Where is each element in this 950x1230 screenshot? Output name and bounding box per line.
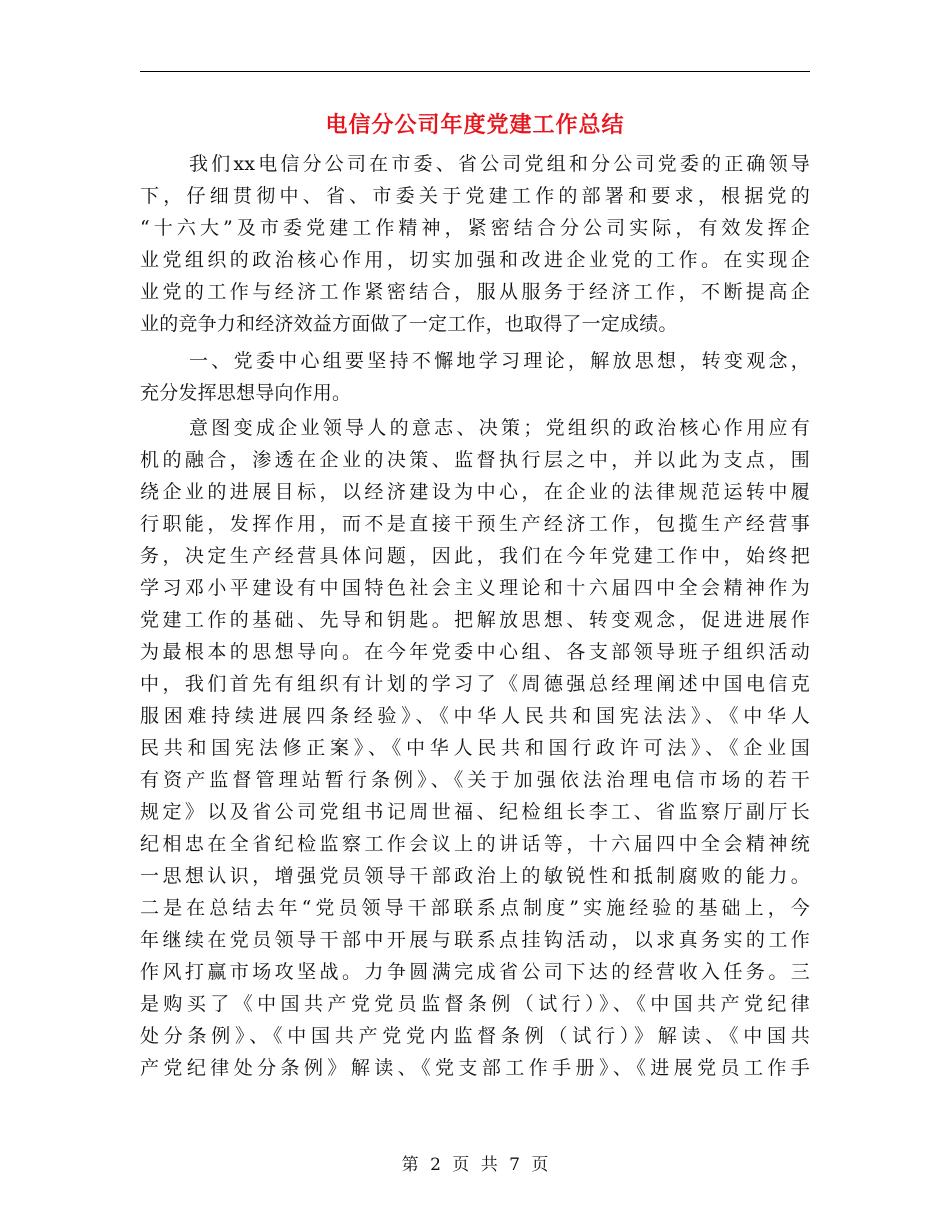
footer-suffix: 页 xyxy=(531,1155,549,1175)
body-line: 有资产监督管理站暂行条例》、《关于加强依法治理电信市场的若干 xyxy=(140,769,810,791)
section-heading-line: 充分发挥思想导向作用。 xyxy=(140,382,352,404)
total-page-count: 7 xyxy=(509,1155,520,1175)
footer-page-word: 页 xyxy=(452,1155,470,1175)
body-line: 中，我们首先有组织有计划的学习了《周德强总经理阐述中国电信克 xyxy=(140,673,810,695)
body-line: 年继续在党员领导干部中开展与联系点挂钩活动，以求真务实的工作 xyxy=(140,929,810,951)
document-title: 电信分公司年度党建工作总结 xyxy=(325,113,625,138)
body-line: 业党的工作与经济工作紧密结合，服从服务于经济工作，不断提高企 xyxy=(140,281,810,303)
body-line: “十六大”及市委党建工作精神，紧密结合分公司实际，有效发挥企 xyxy=(140,217,810,239)
body-line: 是购买了《中国共产党党员监督条例（试行）》、《中国共产党纪律 xyxy=(140,993,810,1015)
footer-total-word: 共 xyxy=(480,1155,498,1175)
body-line: 意图变成企业领导人的意志、决策；党组织的政治核心作用应有 xyxy=(189,417,810,439)
body-line: 服困难持续进展四条经验》、《中华人民共和国宪法法》、《中华人 xyxy=(140,705,810,727)
body-line: 纪相忠在全省纪检监察工作会议上的讲话等，十六届四中全会精神统 xyxy=(140,833,810,855)
body-line: 业的竞争力和经济效益方面做了一定工作，也取得了一定成绩。 xyxy=(140,313,678,335)
body-line: 学习邓小平建设有中国特色社会主义理论和十六届四中全会精神作为 xyxy=(140,577,810,599)
body-line: 民共和国宪法修正案》、《中华人民共和国行政许可法》、《企业国 xyxy=(140,737,810,759)
body-line: 二是在总结去年“党员领导干部联系点制度”实施经验的基础上，今 xyxy=(140,897,810,919)
body-line: 作风打赢市场攻坚战。力争圆满完成省公司下达的经营收入任务。三 xyxy=(140,961,810,983)
body-line: 我们xx电信分公司在市委、省公司党组和分公司党委的正确领导 xyxy=(189,153,810,175)
body-line: 为最根本的思想导向。在今年党委中心组、各支部领导班子组织活动 xyxy=(140,641,810,663)
body-line: 业党组织的政治核心作用，切实加强和改进企业党的工作。在实现企 xyxy=(140,249,810,271)
current-page-number: 2 xyxy=(430,1155,441,1175)
body-line: 行职能，发挥作用，而不是直接干预生产经济工作，包揽生产经营事 xyxy=(140,513,810,535)
body-line: 党建工作的基础、先导和钥匙。把解放思想、转变观念，促进进展作 xyxy=(140,609,810,631)
section-heading-line: 一、党委中心组要坚持不懈地学习理论，解放思想，转变观念， xyxy=(189,350,810,372)
footer-prefix: 第 xyxy=(401,1155,419,1175)
body-line: 规定》以及省公司党组书记周世福、纪检组长李工、省监察厅副厅长 xyxy=(140,801,810,823)
body-line: 机的融合，渗透在企业的决策、监督执行层之中，并以此为支点，围 xyxy=(140,449,810,471)
body-line: 一思想认识，增强党员领导干部政治上的敏锐性和抵制腐败的能力。 xyxy=(140,865,810,887)
body-line: 处分条例》、《中国共产党党内监督条例（试行）》解读、《中国共 xyxy=(140,1025,810,1047)
body-line: 下，仔细贯彻中、省、市委关于党建工作的部署和要求，根据党的 xyxy=(140,185,810,207)
page-footer xyxy=(140,1152,810,1178)
body-line: 产党纪律处分条例》解读、《党支部工作手册》、《进展党员工作手 xyxy=(140,1057,810,1079)
header-rule xyxy=(140,71,810,72)
body-line: 务，决定生产经营具体问题，因此，我们在今年党建工作中，始终把 xyxy=(140,545,810,567)
body-line: 绕企业的进展目标，以经济建设为中心，在企业的法律规范运转中履 xyxy=(140,481,810,503)
